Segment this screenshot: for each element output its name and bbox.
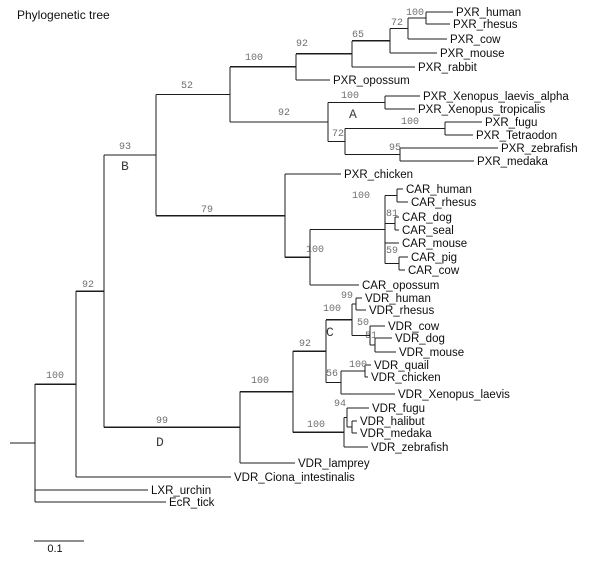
taxon-label: PXR_mouse xyxy=(440,48,505,60)
taxon-label: LXR_urchin xyxy=(151,485,212,497)
taxon-label: VDR_dog xyxy=(395,333,445,345)
bootstrap-value: 65 xyxy=(352,30,365,41)
taxon-label: PXR_rabbit xyxy=(418,62,477,74)
taxon-label: VDR_mouse xyxy=(399,347,465,359)
taxon-label: CAR_rhesus xyxy=(411,197,477,209)
taxon-label: CAR_cow xyxy=(408,265,460,277)
taxon-label: PXR_Xenopus_laevis_alpha xyxy=(423,91,569,103)
bootstrap-value: 100 xyxy=(46,371,65,382)
bootstrap-value: 99 xyxy=(341,291,354,302)
taxon-label: VDR_lamprey xyxy=(298,458,370,470)
bootstrap-value: 100 xyxy=(306,245,325,256)
bootstrap-value: 56 xyxy=(326,369,339,380)
taxon-label: VDR_chicken xyxy=(371,372,441,384)
bootstrap-value: 94 xyxy=(334,399,347,410)
taxon-label: VDR_human xyxy=(365,293,431,305)
bootstrap-value: 79 xyxy=(201,205,214,216)
bootstrap-value: 72 xyxy=(332,129,345,140)
bootstrap-value: 92 xyxy=(299,339,312,350)
taxon-label: PXR_human xyxy=(456,7,522,19)
bootstrap-value: 51 xyxy=(365,331,378,342)
clade-letter: A xyxy=(349,107,357,122)
taxon-label: CAR_pig xyxy=(411,252,458,264)
figure-title: Phylogenetic tree xyxy=(17,8,110,22)
bootstrap-value: 92 xyxy=(296,39,309,50)
taxon-label: PXR_chicken xyxy=(344,169,414,181)
taxon-label: PXR_rhesus xyxy=(453,19,518,31)
taxon-label: CAR_opossum xyxy=(362,280,440,292)
taxon-label: VDR_quail xyxy=(374,360,429,372)
taxon-label: EcR_tick xyxy=(169,497,215,509)
tree-layer xyxy=(10,7,578,509)
bootstrap-value: 72 xyxy=(391,18,404,29)
taxon-label: PXR_zebrafish xyxy=(501,143,578,155)
bootstrap-value: 100 xyxy=(401,117,420,128)
taxon-label: VDR_rhesus xyxy=(369,305,435,317)
taxon-label: PXR_cow xyxy=(450,34,501,46)
bootstrap-value: 100 xyxy=(307,420,326,431)
taxon-label: CAR_seal xyxy=(402,225,454,237)
bootstrap-value: 59 xyxy=(386,246,399,257)
bootstrap-value: 81 xyxy=(386,209,399,220)
taxon-label: PXR_Tetraodon xyxy=(476,130,558,142)
bootstrap-value: 100 xyxy=(251,376,270,387)
taxon-label: CAR_human xyxy=(406,184,472,196)
clade-letter: D xyxy=(156,435,164,450)
taxon-label: VDR_Ciona_intestinalis xyxy=(234,472,355,484)
taxon-label: CAR_dog xyxy=(402,212,452,224)
bootstrap-value: 100 xyxy=(406,8,425,19)
scale-bar xyxy=(34,541,84,555)
bootstrap-value: 100 xyxy=(341,91,360,102)
bootstrap-value: 100 xyxy=(349,360,368,371)
taxon-label: VDR_cow xyxy=(388,321,440,333)
clade-letter: C xyxy=(326,325,334,340)
clade-letter: B xyxy=(121,159,129,174)
scale-bar-label: 0.1 xyxy=(47,543,63,555)
bootstrap-value: 99 xyxy=(156,416,169,427)
taxon-label: PXR_fugu xyxy=(485,117,538,129)
bootstrap-value: 50 xyxy=(357,318,370,329)
bootstrap-value: 93 xyxy=(119,142,132,153)
taxon-label: VDR_fugu xyxy=(372,403,426,415)
bootstrap-value: 92 xyxy=(278,108,291,119)
bootstrap-value: 95 xyxy=(389,143,402,154)
bootstrap-value: 100 xyxy=(245,53,264,64)
taxon-label: VDR_zebrafish xyxy=(371,442,449,454)
taxon-label: PXR_opossum xyxy=(333,75,410,87)
bootstrap-value: 52 xyxy=(181,81,194,92)
bootstrap-value: 100 xyxy=(323,304,342,315)
taxon-label: VDR_medaka xyxy=(360,428,432,440)
taxon-label: VDR_halibut xyxy=(360,416,425,428)
taxon-label: PXR_medaka xyxy=(477,156,548,168)
bootstrap-value: 92 xyxy=(82,280,95,291)
taxon-label: VDR_Xenopus_laevis xyxy=(398,389,510,401)
taxon-label: PXR_Xenopus_tropicalis xyxy=(418,104,546,116)
bootstrap-value: 100 xyxy=(352,191,371,202)
taxon-label: CAR_mouse xyxy=(402,238,468,250)
